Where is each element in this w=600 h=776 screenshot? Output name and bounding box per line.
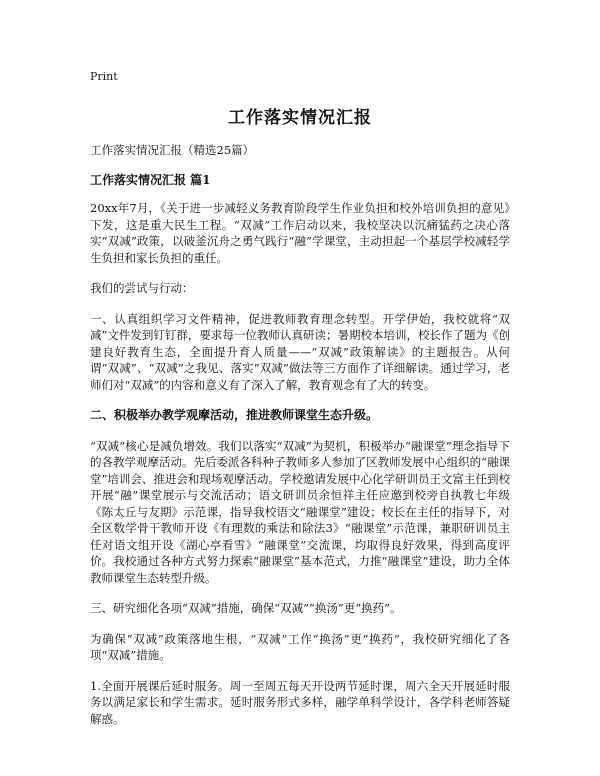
- paragraph-actions-lead: 我们的尝试与行动：: [90, 281, 194, 295]
- paragraph-point-three-heading: 三、研究细化各项“双减”措施，确保“双减”“换汤”更“换药”。: [90, 601, 402, 615]
- paragraph-point-two-heading: 二、积极举办教学观摩活动，推进教师课堂生态升级。: [90, 408, 379, 422]
- document-subtitle: 工作落实情况汇报（精选25篇）: [90, 143, 255, 157]
- paragraph-point-two-body: “双减”核心是减负增效。我们以落实“双减”为契机，积极举办“融课堂”理念指导下的各教学观摩活动。先后委派各科种子教师多人参加了区教师发展中心组织的“融课堂”培训会、推进会和现场观摩活动。学校邀请发展中心化学研训员王文富主任到校开展“融”课堂展示与交流活动；语文研训员余恒祥主任应邀到校旁自执教七年级《陈太丘与友期》示范课，指导我校语文“融课堂”建设；校长在主任的指导下，对全区数学骨干教师开设《有理数的乘法和除法3》“融课堂”示范课，兼职研训员主任对语文组开设《湖心亭看雪》“融课堂”交流课，均取得良好效果，得到高度评价。我校通过各种方式努力探索“融课堂”基本范式，力推“融课堂”建设，助力全体教师课堂生态转型升级。: [90, 438, 510, 585]
- paragraph-point-one: 一、认真组织学习文件精神，促进教师教育理念转型。开学伊始，我校就将“双减”文件发到钉钉群，要求每一位教师认真研读；暑期校本培训，校长作了题为《创建良好教育生态，全面提升育人质量——“双减”政策解读》的主题报告。从何谓“双减”、“双减”之我见、落实“双减”做法等三方面作了详细解读。通过学习，老师们对“双减”的内容和意义有了深入了解，教育观念有了大的转变。: [90, 311, 510, 392]
- section-heading: 工作落实情况汇报 篇1: [90, 173, 211, 187]
- document-title: 工作落实情况汇报: [228, 108, 372, 128]
- paragraph-item-one: 1.全面开展课后延时服务。周一至周五每天开设两节延时课，周六全天开展延时服务以满足家长和学生需求。延时服务形式多样，融学单科学设计，各学科老师答疑解惑。: [90, 678, 510, 726]
- paragraph-point-three-body: 为确保“双减”政策落地生根，“双减”工作“换汤”更“换药”，我校研究细化了各项“双减”措施。: [90, 631, 510, 662]
- paragraph-intro: 20xx年7月，《关于进一步减轻义务教育阶段学生作业负担和校外培训负担的意见》下发，这是重大民生工程。“双减”工作启动以来，我校坚决以沉痛猛药之决心落实“双减”政策，以破釜沉舟之勇气践行“融”学课堂，主动担起一个基层学校减轻学生负担和家长负担的重任。: [90, 201, 510, 265]
- print-link[interactable]: Print: [90, 70, 118, 83]
